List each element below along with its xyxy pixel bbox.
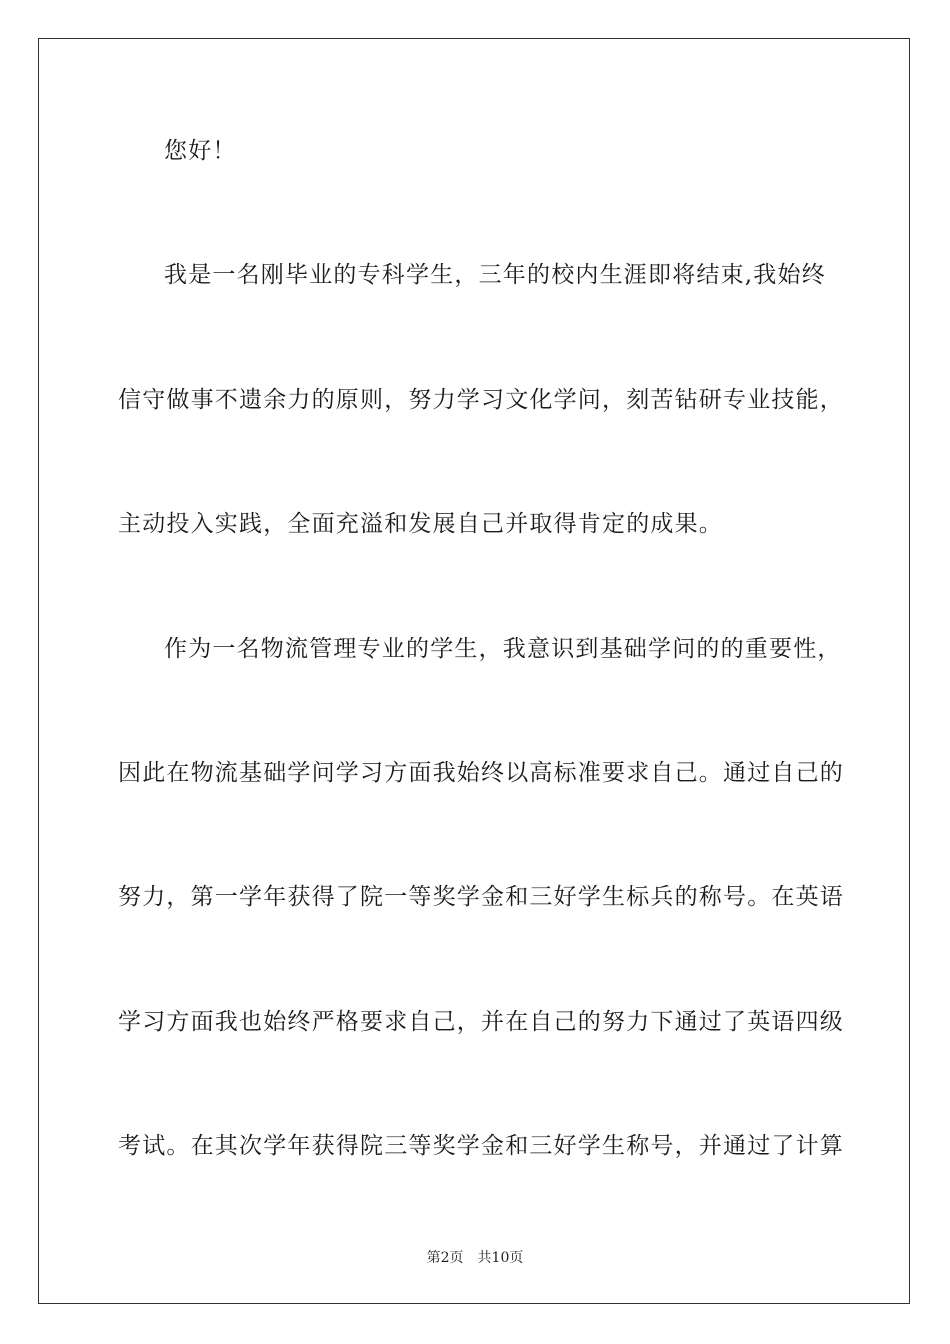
paragraph-2-line-4: 学习方面我也始终严格要求自己，并在自己的努力下通过了英语四级 bbox=[118, 1009, 844, 1035]
paragraph-1-line-2: 信守做事不遗余力的原则，努力学习文化学问，刻苦钻研专业技能， bbox=[118, 387, 844, 413]
paragraph-2-line-1: 作为一名物流管理专业的学生，我意识到基础学问的的重要性， bbox=[164, 636, 842, 662]
paragraph-1-line-3: 主动投入实践，全面充溢和发展自己并取得肯定的成果。 bbox=[118, 511, 723, 537]
page-total: 共10页 bbox=[477, 1250, 524, 1266]
page-border bbox=[38, 38, 910, 1304]
paragraph-2-line-2: 因此在物流基础学问学习方面我始终以高标准要求自己。通过自己的 bbox=[118, 760, 844, 786]
paragraph-1-line-1: 我是一名刚毕业的专科学生，三年的校内生涯即将结束,我始终 bbox=[164, 262, 826, 288]
paragraph-2-line-3: 努力，第一学年获得了院一等奖学金和三好学生标兵的称号。在英语 bbox=[118, 884, 844, 910]
page-number: 第2页 bbox=[426, 1250, 464, 1266]
greeting-line: 您好！ bbox=[164, 138, 237, 164]
page-footer bbox=[0, 1247, 950, 1267]
paragraph-2-line-5: 考试。在其次学年获得院三等奖学金和三好学生称号，并通过了计算 bbox=[118, 1133, 844, 1159]
